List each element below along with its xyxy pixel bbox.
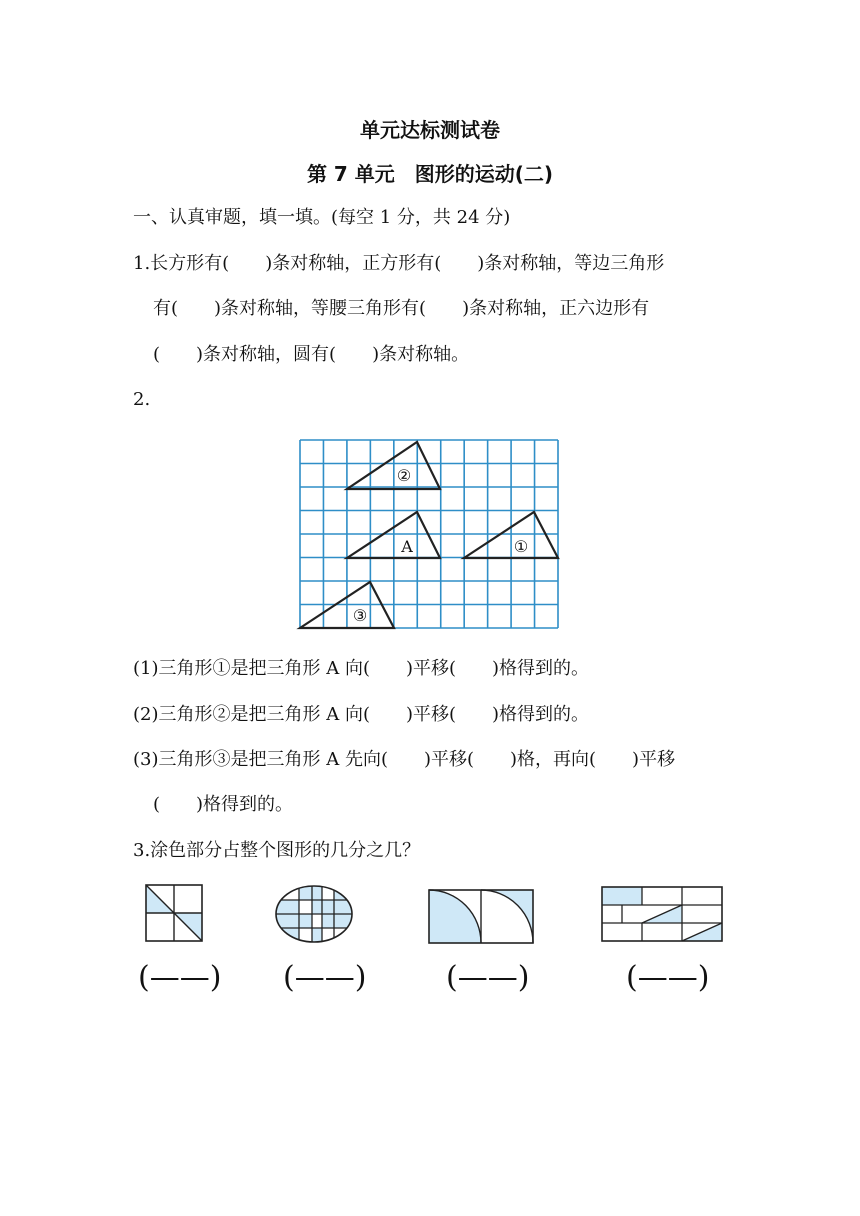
- triangle-label-a: A: [401, 537, 413, 556]
- answer-blank-3[interactable]: (——): [446, 960, 530, 995]
- q2-sub2: (2)三角形②是把三角形 A 向( )平移( )格得到的。: [133, 704, 590, 725]
- q1-line3: ( )条对称轴，圆有( )条对称轴。: [153, 344, 470, 365]
- answer-blank-2[interactable]: (——): [283, 960, 367, 995]
- page-title: 单元达标测试卷: [360, 118, 500, 142]
- q2-number: 2.: [133, 389, 151, 410]
- section-heading: 一、认真审题，填一填。(每空 1 分，共 24 分): [133, 207, 511, 228]
- answer-blank-4[interactable]: (——): [626, 960, 710, 995]
- q1-line2: 有( )条对称轴，等腰三角形有( )条对称轴，正六边形有: [153, 298, 650, 319]
- answer-blank-1[interactable]: (——): [138, 960, 222, 995]
- unit-subtitle: 第 7 单元 图形的运动(二): [306, 162, 554, 186]
- triangle-label-3: ③: [352, 606, 368, 625]
- triangle-label-2: ②: [396, 466, 412, 485]
- q2-sub3-line2: ( )格得到的。: [153, 794, 294, 815]
- fraction-figure-ellipse: [274, 885, 354, 945]
- q1-line1: 1.长方形有( )条对称轴，正方形有( )条对称轴，等边三角形: [133, 253, 665, 274]
- q3-text: 3.涂色部分占整个图形的几分之几？: [133, 840, 421, 861]
- triangle-label-1: ①: [513, 537, 529, 556]
- q2-sub1: (1)三角形①是把三角形 A 向( )平移( )格得到的。: [133, 658, 590, 679]
- translation-grid: [300, 440, 560, 630]
- fraction-figure-arcs: [429, 890, 537, 946]
- q2-sub3-line1: (3)三角形③是把三角形 A 先向( )平移( )格，再向( )平移: [133, 749, 676, 770]
- fraction-figure-square: [146, 885, 204, 943]
- fraction-figure-bricks: [602, 887, 724, 945]
